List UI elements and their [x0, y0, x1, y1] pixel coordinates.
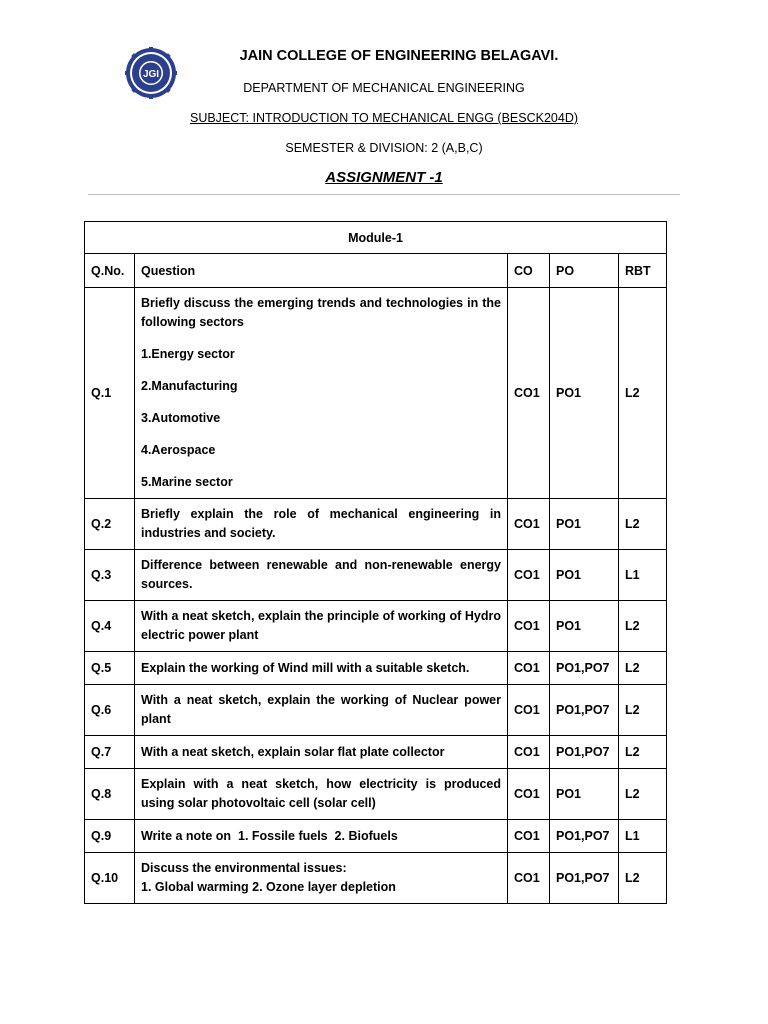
question-number: Q.8: [85, 769, 135, 820]
semester-line: SEMESTER & DIVISION: 2 (A,B,C): [285, 141, 483, 155]
question-main: Briefly discuss the emerging trends and technologies in the following sectors: [141, 296, 501, 329]
table-row: [85, 769, 667, 820]
question-table: [84, 221, 667, 904]
logo-text: JGI: [142, 69, 160, 80]
question-number: Q.3: [85, 550, 135, 601]
question-text: With a neat sketch, explain the working of Nuclear power plant: [135, 685, 508, 736]
question-subitem: 1.Energy sector: [141, 347, 235, 361]
po-value: PO1,PO7: [550, 652, 619, 685]
question-number: Q.2: [85, 499, 135, 550]
rbt-value: L2: [619, 499, 667, 550]
po-value: PO1: [550, 769, 619, 820]
question-text: Explain with a neat sketch, how electricity is produced using solar photovoltaic cell (solar cell): [135, 769, 508, 820]
question-text: Briefly explain the role of mechanical engineering in industries and society.: [135, 499, 508, 550]
question-number: Q.10: [85, 853, 135, 904]
module-heading: Module-1: [85, 222, 667, 254]
po-value: PO1: [550, 288, 619, 499]
po-value: PO1,PO7: [550, 685, 619, 736]
table-row: [85, 853, 667, 904]
question-subitem: 4.Aerospace: [141, 443, 216, 457]
question-subitem: 2.Manufacturing: [141, 379, 238, 393]
question-text: [135, 288, 508, 499]
rbt-value: L2: [619, 769, 667, 820]
question-text: With a neat sketch, explain solar flat plate collector: [135, 736, 508, 769]
question-text: Write a note on 1. Fossile fuels 2. Biofuels: [135, 820, 508, 853]
rbt-value: L2: [619, 288, 667, 499]
subject-line: SUBJECT: INTRODUCTION TO MECHANICAL ENGG (BESCK204D): [189, 111, 579, 125]
co-value: CO1: [508, 652, 550, 685]
co-value: CO1: [508, 769, 550, 820]
question-subitem: 5.Marine sector: [141, 475, 233, 489]
co-value: CO1: [508, 853, 550, 904]
po-value: PO1,PO7: [550, 820, 619, 853]
co-value: CO1: [508, 736, 550, 769]
po-value: PO1,PO7: [550, 736, 619, 769]
question-subitem: 1. Global warming 2. Ozone layer depletion: [141, 880, 396, 894]
po-value: PO1,PO7: [550, 853, 619, 904]
column-header: PO: [550, 254, 619, 288]
table-row: [85, 820, 667, 853]
column-header: Q.No.: [85, 254, 135, 288]
question-number: Q.5: [85, 652, 135, 685]
rbt-value: L2: [619, 736, 667, 769]
table-row: [85, 652, 667, 685]
co-value: CO1: [508, 499, 550, 550]
po-value: PO1: [550, 499, 619, 550]
table-row: [85, 685, 667, 736]
co-value: CO1: [508, 601, 550, 652]
question-subitem: 3.Automotive: [141, 411, 221, 425]
table-row: [85, 601, 667, 652]
question-number: Q.6: [85, 685, 135, 736]
table-row: [85, 550, 667, 601]
assignment-title: ASSIGNMENT -1: [325, 169, 443, 186]
column-header: Question: [135, 254, 508, 288]
co-value: CO1: [508, 288, 550, 499]
question-number: Q.1: [85, 288, 135, 499]
rbt-value: L2: [619, 853, 667, 904]
question-text: Difference between renewable and non-renewable energy sources.: [135, 550, 508, 601]
table-row: [85, 499, 667, 550]
question-number: Q.9: [85, 820, 135, 853]
co-value: CO1: [508, 820, 550, 853]
rbt-value: L2: [619, 601, 667, 652]
college-name: JAIN COLLEGE OF ENGINEERING BELAGAVI.: [239, 48, 559, 64]
table-row: [85, 736, 667, 769]
table-header-row: [85, 254, 667, 288]
question-text: Explain the working of Wind mill with a suitable sketch.: [135, 652, 508, 685]
question-number: Q.4: [85, 601, 135, 652]
column-header: RBT: [619, 254, 667, 288]
column-header: CO: [508, 254, 550, 288]
rbt-value: L2: [619, 685, 667, 736]
question-main: Discuss the environmental issues:: [141, 861, 347, 875]
co-value: CO1: [508, 685, 550, 736]
header-divider: [88, 194, 680, 195]
table-row: [85, 288, 667, 499]
po-value: PO1: [550, 550, 619, 601]
department-name: DEPARTMENT OF MECHANICAL ENGINEERING: [243, 81, 525, 95]
question-text: [135, 853, 508, 904]
po-value: PO1: [550, 601, 619, 652]
question-number: Q.7: [85, 736, 135, 769]
co-value: CO1: [508, 550, 550, 601]
rbt-value: L2: [619, 652, 667, 685]
question-text: With a neat sketch, explain the principle of working of Hydro electric power plant: [135, 601, 508, 652]
rbt-value: L1: [619, 550, 667, 601]
rbt-value: L1: [619, 820, 667, 853]
